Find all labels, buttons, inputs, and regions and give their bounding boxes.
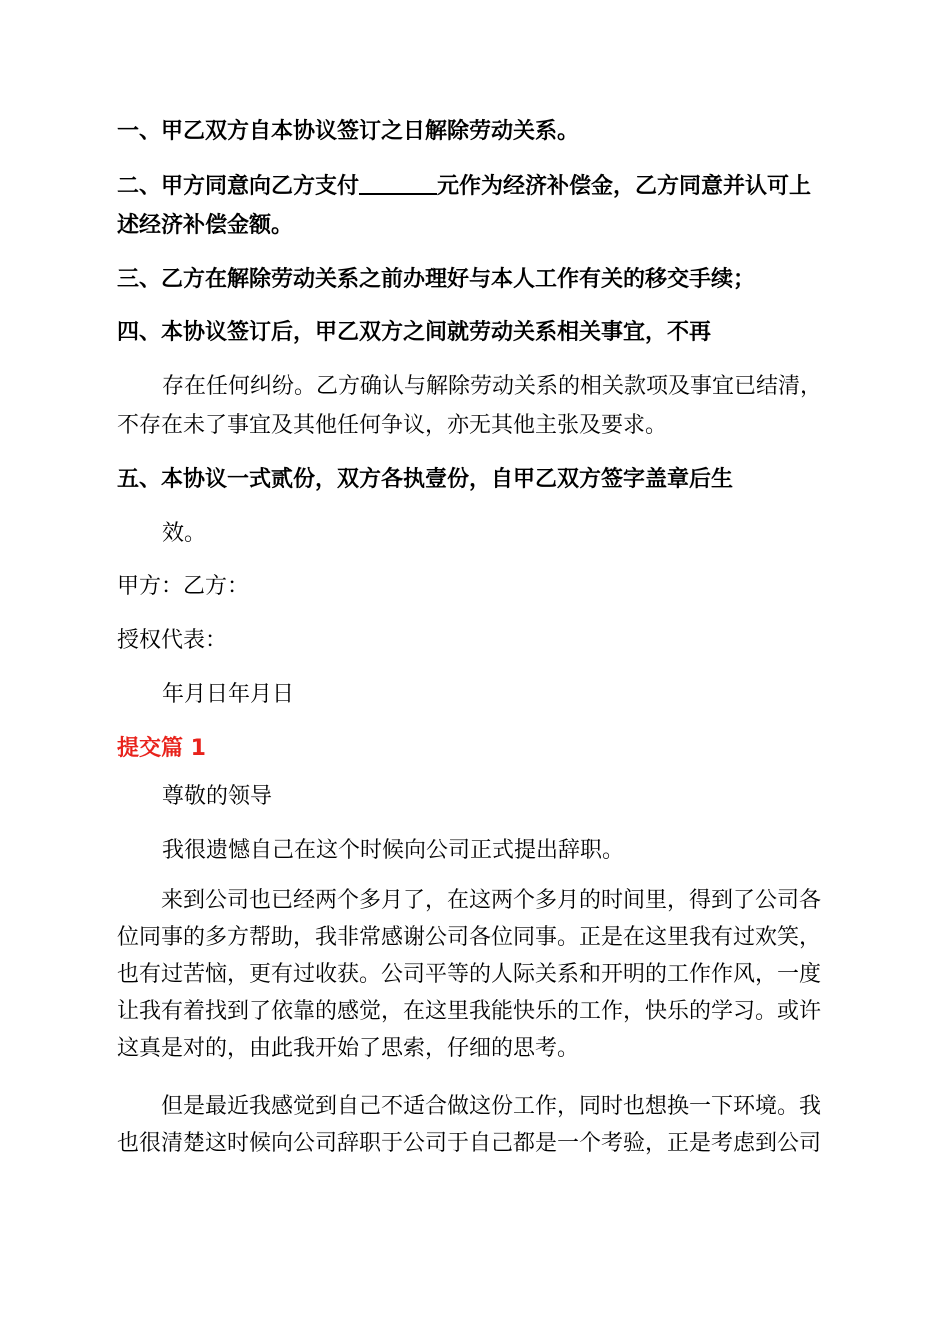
letter-paragraph-3: 但是最近我感觉到自己不适合做这份工作，同时也想换一下环境。我也很清楚这时候向公司辞职于公司于自己都是一个考验，正是考虑到公司 — [117, 1094, 822, 1156]
clause-5: 五、本协议一式贰份，双方各执壹份，自甲乙双方签字盖章后生 — [117, 467, 734, 492]
clause-4-continued-1: 存在任何纠纷。乙方确认与解除劳动关系的相关款项及事宜已结清， — [162, 374, 823, 399]
signature-representative: 授权代表： — [117, 628, 228, 653]
letter-paragraph-1: 我很遗憾自己在这个时候向公司正式提出辞职。 — [162, 838, 625, 863]
clause-4-continued-2: 不存在未了事宜及其他任何争议，亦无其他主张及要求。 — [117, 413, 668, 438]
clause-5-continued: 效。 — [162, 521, 207, 546]
clause-2 — [117, 173, 811, 200]
letter-paragraph-2: 来到公司也已经两个多月了，在这两个多月的时间里，得到了公司各位同事的多方帮助，我非常感谢公司各位同事。正是在这里我有过欢笑，也有过苦恼，更有过收获。公司平等的人际关系和开明的工作作风，一度让我有着找到了依靠的感觉，在这里我能快乐的工作，快乐的学习。或许这真是对的，由此我开始了思索，仔细的思考。 — [117, 888, 822, 1061]
signature-parties: 甲方：乙方： — [117, 574, 250, 599]
amount-blank — [359, 173, 437, 195]
section-heading: 提交篇 1 — [117, 736, 206, 761]
clause-1: 一、甲乙双方自本协议签订之日解除劳动关系。 — [117, 119, 580, 144]
letter-greeting: 尊敬的领导 — [162, 784, 273, 809]
clause-3: 三、乙方在解除劳动关系之前办理好与本人工作有关的移交手续； — [117, 267, 756, 292]
signature-dates: 年月日年月日 — [162, 682, 295, 707]
clause-2-start: 二、甲方同意向乙方支付 — [117, 174, 360, 199]
clause-2-continued: 述经济补偿金额。 — [117, 213, 294, 238]
clause-4: 四、本协议签订后，甲乙双方之间就劳动关系相关事宜，不再 — [117, 320, 712, 345]
clause-2-end: 元作为经济补偿金，乙方同意并认可上 — [437, 174, 812, 199]
